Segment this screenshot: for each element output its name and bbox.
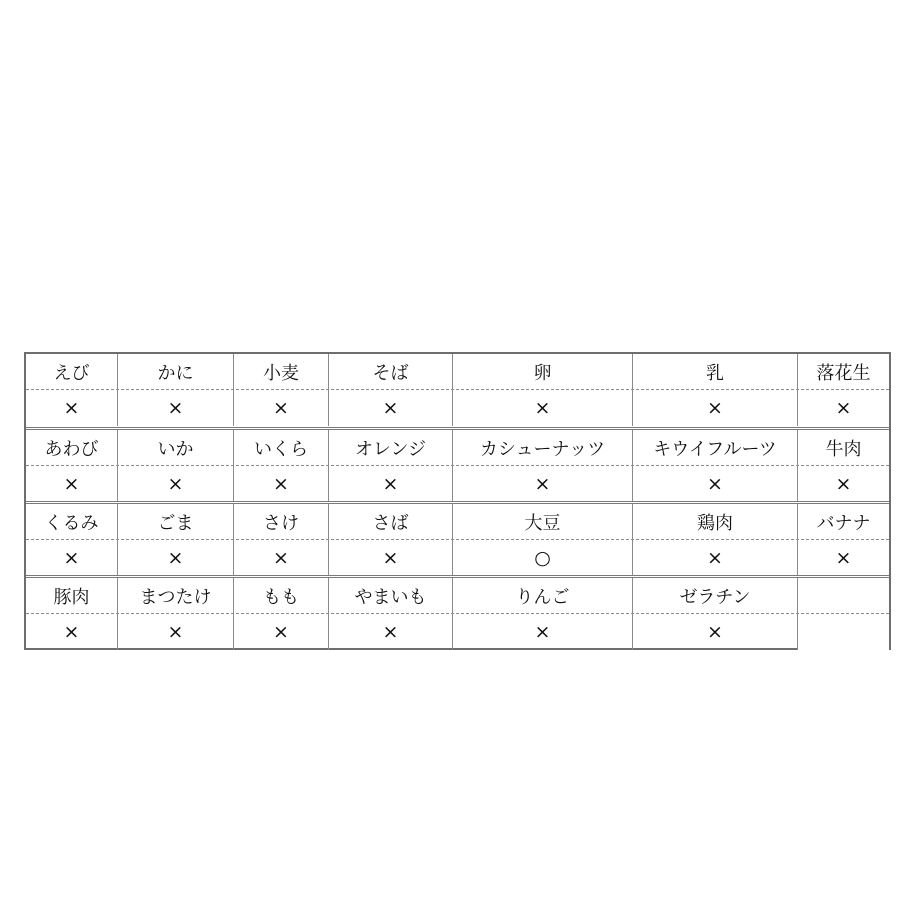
allergen-mark-cell: × bbox=[633, 466, 798, 502]
allergen-name-cell: 豚肉 bbox=[26, 578, 118, 613]
allergen-mark-cell: × bbox=[453, 390, 633, 426]
table-block-4 bbox=[26, 575, 889, 647]
allergen-name-cell: 牛肉 bbox=[825, 438, 862, 460]
allergen-mark-cell: × bbox=[118, 390, 234, 426]
allergen-name-row bbox=[26, 504, 889, 540]
allergen-mark-cell: × bbox=[26, 390, 118, 426]
allergen-name-cell: さけ bbox=[234, 504, 329, 539]
allergen-mark-cell: × bbox=[118, 466, 234, 502]
allergen-mark-cell: × bbox=[26, 540, 118, 576]
allergen-name-cell: そば bbox=[329, 354, 453, 389]
allergen-mark-cell: × bbox=[26, 614, 118, 650]
allergen-mark-row bbox=[26, 540, 889, 576]
allergen-mark-cell: × bbox=[329, 614, 453, 650]
allergen-mark-cell: × bbox=[633, 614, 798, 650]
allergen-mark-cell: × bbox=[835, 397, 852, 419]
allergen-mark-cell: × bbox=[118, 540, 234, 576]
allergen-name-cell: ごま bbox=[118, 504, 234, 539]
allergen-mark-cell: × bbox=[329, 390, 453, 426]
allergen-name-cell: もも bbox=[234, 578, 329, 613]
allergen-mark-cell: ○ bbox=[453, 540, 633, 576]
empty-cell bbox=[798, 614, 889, 650]
allergen-name-row bbox=[26, 430, 889, 466]
allergen-name-cell: 小麦 bbox=[234, 354, 329, 389]
allergen-mark-cell: × bbox=[118, 614, 234, 650]
table-block-3 bbox=[26, 501, 889, 573]
allergen-mark-row bbox=[26, 390, 889, 426]
allergen-name-cell: 大豆 bbox=[453, 504, 633, 539]
table-block-1 bbox=[26, 354, 889, 426]
allergen-mark-cell: × bbox=[329, 540, 453, 576]
allergen-mark-cell: × bbox=[453, 614, 633, 650]
allergen-name-cell: りんご bbox=[453, 578, 633, 613]
allergen-mark-cell: × bbox=[234, 540, 329, 576]
allergen-name-cell: くるみ bbox=[26, 504, 118, 539]
allergen-table bbox=[24, 352, 891, 650]
allergen-name-cell: かに bbox=[118, 354, 234, 389]
allergen-name-cell: 鶏肉 bbox=[633, 504, 798, 539]
allergen-name-cell: オレンジ bbox=[329, 430, 453, 465]
allergen-name-cell: えび bbox=[26, 354, 118, 389]
allergen-name-cell: バナナ bbox=[816, 512, 871, 534]
allergen-name-row bbox=[26, 354, 889, 390]
allergen-mark-cell: × bbox=[453, 466, 633, 502]
allergen-mark-cell: × bbox=[26, 466, 118, 502]
allergen-name-cell: ゼラチン bbox=[633, 578, 798, 613]
allergen-name-cell: 乳 bbox=[633, 354, 798, 389]
allergen-name-cell: まつたけ bbox=[118, 578, 234, 613]
allergen-mark-cell: × bbox=[234, 466, 329, 502]
allergen-mark-row bbox=[26, 466, 889, 502]
allergen-name-cell: 落花生 bbox=[816, 362, 871, 384]
allergen-mark-cell: × bbox=[835, 547, 852, 569]
allergen-name-cell: カシューナッツ bbox=[453, 430, 633, 465]
allergen-name-cell: やまいも bbox=[329, 578, 453, 613]
allergen-name-cell: 卵 bbox=[453, 354, 633, 389]
allergen-name-cell: いか bbox=[118, 430, 234, 465]
allergen-name-cell: キウイフルーツ bbox=[633, 430, 798, 465]
allergen-name-cell: いくら bbox=[234, 430, 329, 465]
allergen-mark-cell: × bbox=[234, 614, 329, 650]
allergen-mark-row bbox=[26, 614, 889, 650]
allergen-mark-cell: × bbox=[329, 466, 453, 502]
allergen-name-cell: さば bbox=[329, 504, 453, 539]
table-block-2 bbox=[26, 427, 889, 499]
allergen-mark-cell: × bbox=[633, 390, 798, 426]
allergen-mark-cell: × bbox=[234, 390, 329, 426]
allergen-mark-cell: × bbox=[633, 540, 798, 576]
allergen-name-cell: あわび bbox=[26, 430, 118, 465]
empty-cell bbox=[798, 578, 889, 613]
allergen-name-row bbox=[26, 578, 889, 614]
allergen-mark-cell: × bbox=[835, 473, 852, 495]
